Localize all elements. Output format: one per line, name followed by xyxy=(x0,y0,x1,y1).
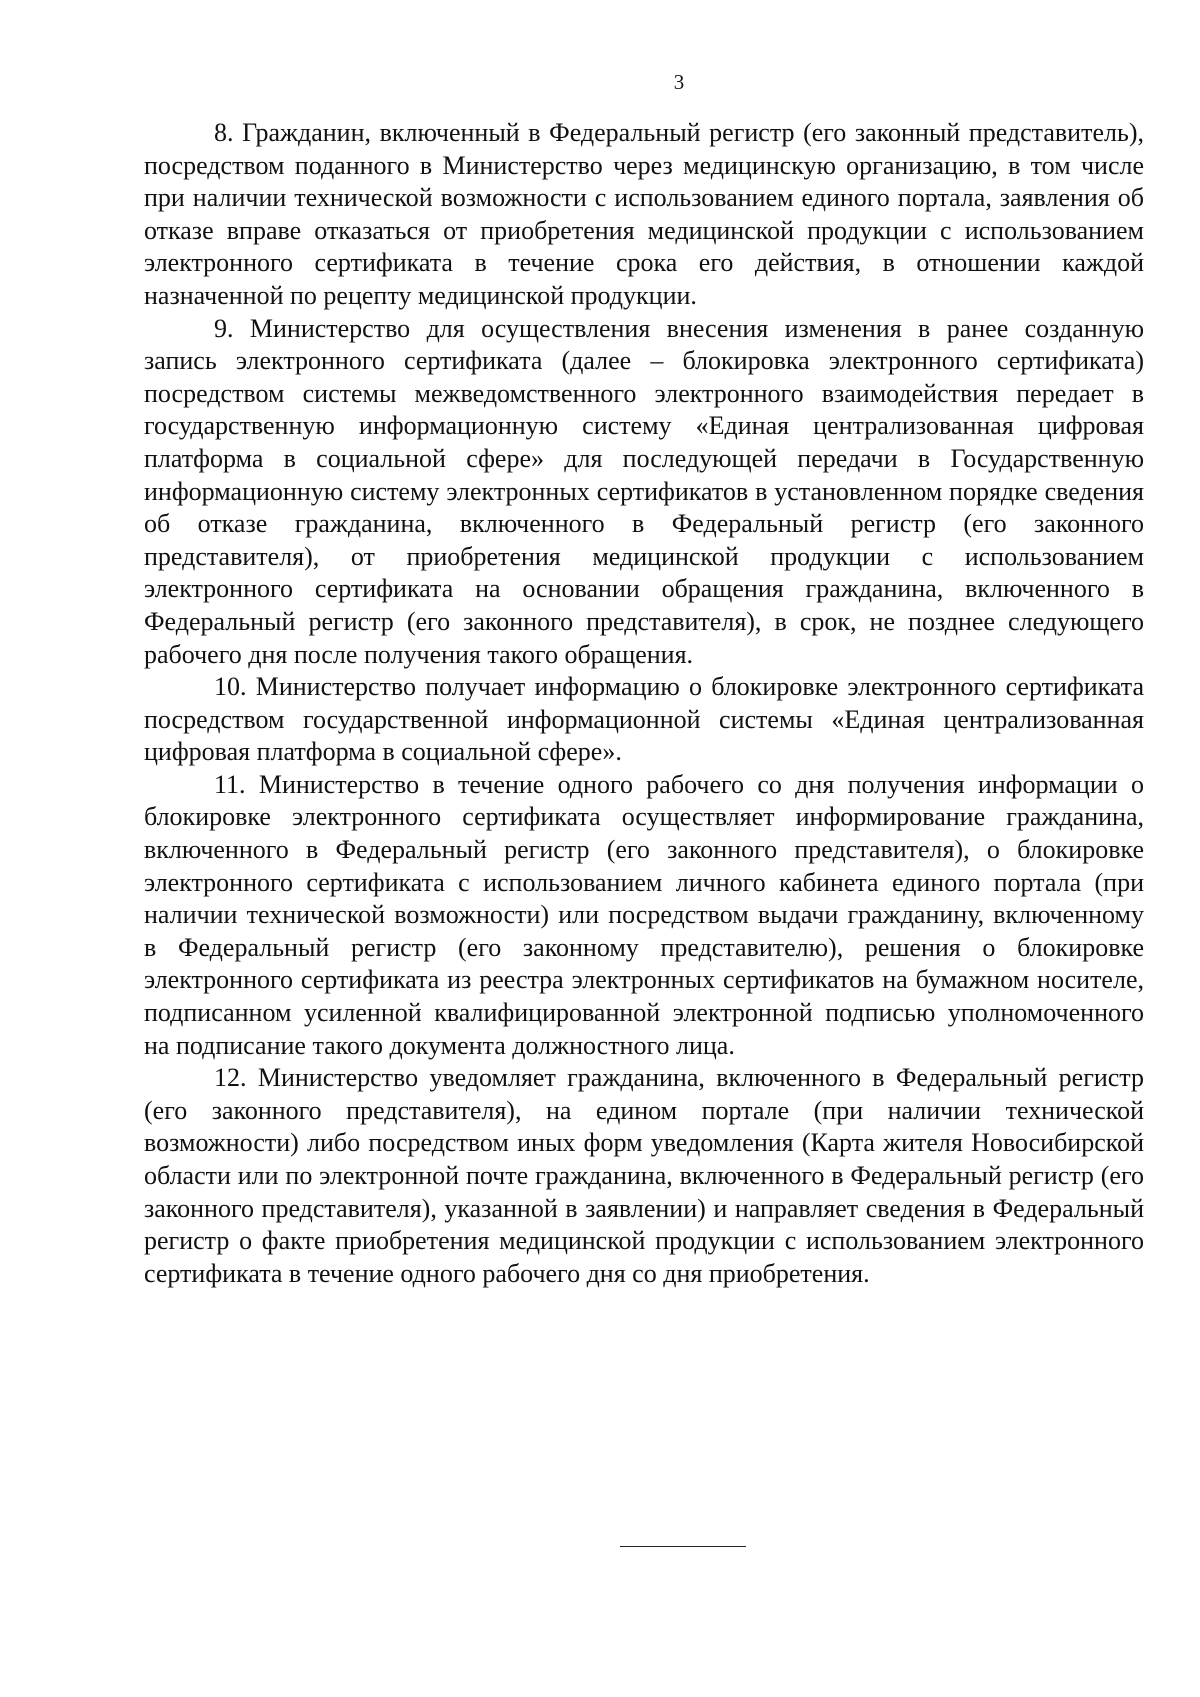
paragraph-12: 12. Министерство уведомляет гражданина, включенного в Федеральный регистр (его законного представителя), на едином портале (при наличии технической возможности) либо посредством иных форм уведомления (Карта жителя Новосибирской области или по электронной почте гражданина, включенного в Федеральный регистр (его законного представителя), указанной в заявлении) и направляет сведения в Федеральный регистр о факте приобретения медицинской продукции с использованием электронного сертификата в течение одного рабочего дня со дня приобретения. xyxy=(144,1063,1144,1288)
paragraph-11: 11. Министерство в течение одного рабочего со дня получения информации о блокировке электронного сертификата осуществляет информирование гражданина, включенного в Федеральный регистр (его законного представителя), о блокировке электронного сертификата с использованием личного кабинета единого портала (при наличии технической возможности) или посредством выдачи гражданину, включенному в Федеральный регистр (его законному представителю), решения о блокировке электронного сертификата из реестра электронных сертификатов на бумажном носителе, подписанном усиленной квалифицированной электронной подписью уполномоченного на подписание такого документа должностного лица. xyxy=(144,769,1144,1060)
paragraph-8: 8. Гражданин, включенный в Федеральный регистр (его законный представитель), посредством поданного в Министерство через медицинскую организацию, в том числе при наличии технической возможности с использованием единого портала, заявления об отказе вправе отказаться от приобретения медицинской продукции с использованием электронного сертификата в течение срока его действия, в отношении каждой назначенной по рецепту медицинской продукции. xyxy=(144,118,1144,310)
paragraph-9: 9. Министерство для осуществления внесения изменения в ранее созданную запись электронного сертификата (далее – блокировка электронного сертификата) посредством системы межведомственного электронного взаимодействия передает в государственную информационную систему «Единая централизованная цифровая платформа в социальной сфере» для последующей передачи в Государственную информационную систему электронных сертификатов в установленном порядке сведения об отказе гражданина, включенного в Федеральный регистр (его законного представителя), от приобретения медицинской продукции с использованием электронного сертификата на основании обращения гражданина, включенного в Федеральный регистр (его законного представителя), в срок, не позднее следующего рабочего дня после получения такого обращения. xyxy=(144,313,1144,669)
page-number: 3 xyxy=(673,70,685,94)
document-body xyxy=(144,117,1144,1290)
end-of-document-rule xyxy=(620,1546,746,1547)
paragraph-10: 10. Министерство получает информацию о блокировке электронного сертификата посредством государственной информационной системы «Единая централизованная цифровая платформа в социальной сфере». xyxy=(144,672,1144,767)
